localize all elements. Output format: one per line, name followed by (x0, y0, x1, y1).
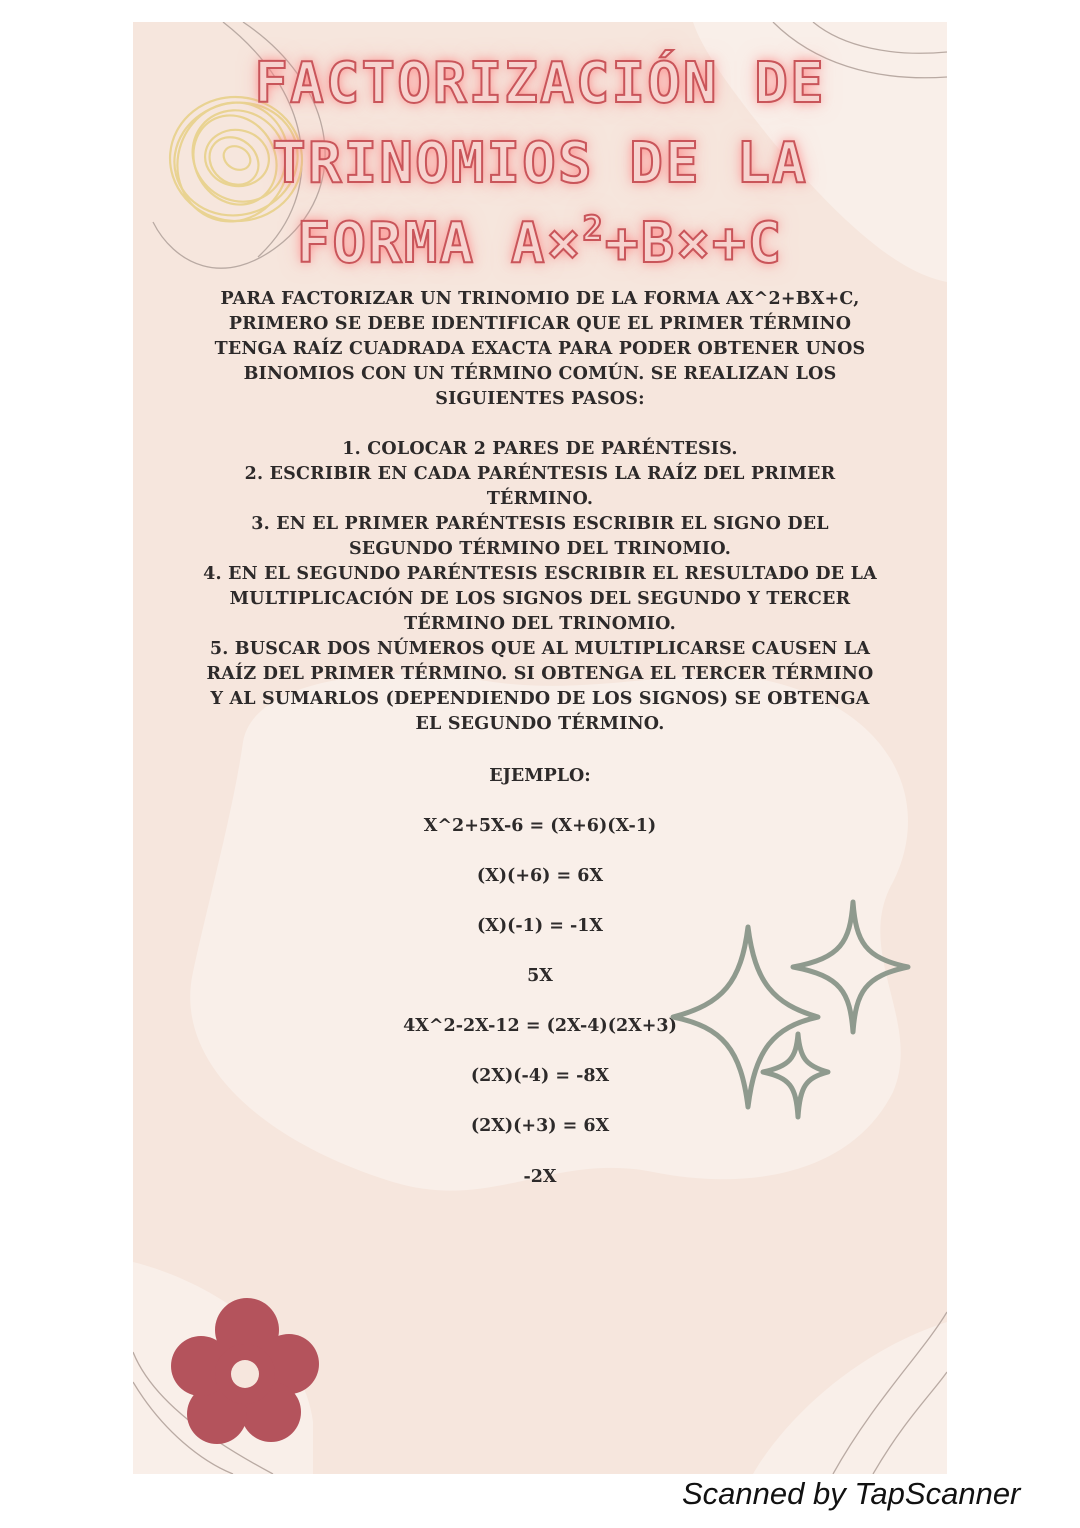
step-1: 1. COLOCAR 2 PARES DE PARÉNTESIS. (342, 439, 738, 459)
step-5: 5. BUSCAR DOS NÚMEROS QUE AL MULTIPLICARSE CAUSEN LA RAÍZ DEL PRIMER TÉRMINO. SI OBTENGA EL TERCER TÉRMINO Y AL SUMARLOS (DEPENDIENDO DE LOS SIGNOS) SE OBTENGA EL SEGUNDO TÉRMINO. (206, 639, 874, 734)
step-3: 3. EN EL PRIMER PARÉNTESIS ESCRIBIR EL SIGNO DEL SEGUNDO TÉRMINO DEL TRINOMIO. (251, 514, 829, 559)
intro-paragraph: PARA FACTORIZAR UN TRINOMIO DE LA FORMA AX^2+BX+C, PRIMERO SE DEBE IDENTIFICAR QUE EL PRIMER TÉRMINO TENGA RAÍZ CUADRADA EXACTA PARA PODER OBTENER UNOS BINOMIOS CON UN TÉRMINO COMÚN. SE REALIZAN LOS SIGUIENTES PASOS: (214, 289, 866, 409)
title-line-2: TRINOMIOS DE LA (272, 131, 808, 196)
example-line-1: X^2+5X-6 = (X+6)(X-1) (423, 816, 657, 836)
example-line-4: 5X (527, 966, 553, 986)
poster-card (133, 22, 947, 1474)
step-4: 4. EN EL SEGUNDO PARÉNTESIS ESCRIBIR EL RESULTADO DE LA MULTIPLICACIÓN DE LOS SIGNOS DEL SEGUNDO Y TERCER TÉRMINO DEL TRINOMIO. (203, 564, 877, 634)
step-2: 2. ESCRIBIR EN CADA PARÉNTESIS LA RAÍZ DEL PRIMER TÉRMINO. (244, 464, 836, 509)
example-line-8: -2X (523, 1167, 557, 1187)
tapscanner-watermark: Scanned by TapScanner (682, 1476, 1021, 1511)
example-line-3: (X)(-1) = -1X (476, 916, 603, 936)
example-line-7: (2X)(+3) = 6X (470, 1116, 610, 1136)
title-line-3: FORMA A×$^2$+B×+C (296, 209, 784, 276)
steps-list (203, 437, 877, 737)
example-line-6: (2X)(-4) = -8X (470, 1066, 610, 1086)
example-line-2: (X)(+6) = 6X (476, 866, 604, 886)
example-label: EJEMPLO: (489, 766, 591, 786)
example-line-5: 4X^2-2X-12 = (2X-4)(2X+3) (403, 1016, 677, 1036)
sparkle-icon (663, 892, 923, 1132)
flower-icon (165, 1292, 325, 1452)
title-line-1: FACTORIZACIÓN DE (254, 51, 826, 116)
